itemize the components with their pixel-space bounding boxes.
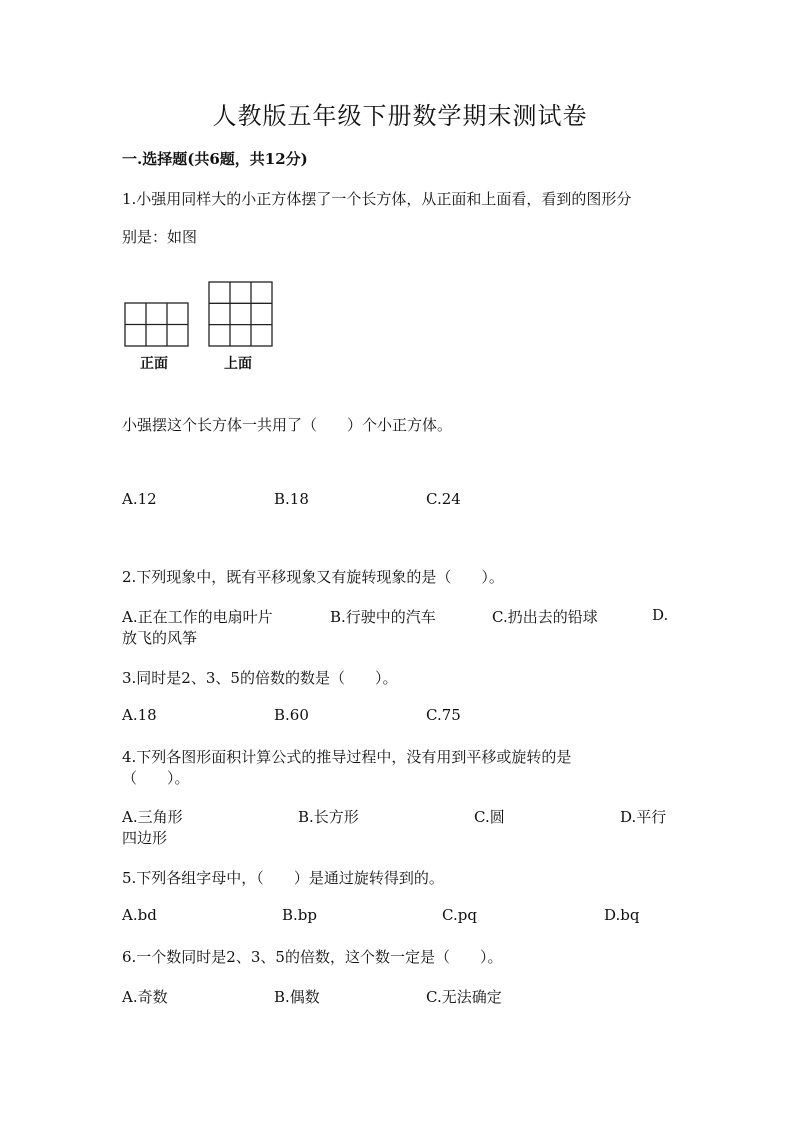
q3-option-a: A.18 [122,706,157,724]
q2-option-a: A.正在工作的电扇叶片 [122,608,273,626]
q4-option-d: D.平行 [620,808,667,826]
q2-option-d-wrap: 放飞的风筝 [122,629,198,647]
q1-option-b: B.18 [274,490,309,508]
q5-option-c: C.pq [442,906,477,924]
q6-stem: 6.一个数同时是2、3、5的倍数，这个数一定是（ ）。 [122,948,503,966]
q4-stem-line2: （ ）。 [122,769,190,787]
page-title: 人教版五年级下册数学期末测试卷 [212,102,588,130]
q5-stem: 5.下列各组字母中，（ ）是通过旋转得到的。 [122,869,444,887]
top-view-label: 上面 [224,356,252,372]
q1-question: 小强摆这个长方体一共用了（ ）个小正方体。 [122,416,453,434]
q4-option-b: B.长方形 [298,808,359,826]
top-view-grid [208,281,274,348]
section-heading: 一.选择题(共6题，共12分) [122,150,308,168]
front-view-figure [124,302,190,352]
q2-stem: 2.下列现象中，既有平移现象又有旋转现象的是（ ）。 [122,568,504,586]
q1-option-a: A.12 [122,490,157,508]
q6-option-b: B.偶数 [274,988,320,1006]
q2-option-b: B.行驶中的汽车 [330,608,436,626]
q5-option-a: A.bd [122,906,157,924]
q6-option-c: C.无法确定 [426,988,502,1006]
q4-option-d-wrap: 四边形 [122,829,168,847]
q1-stem-line1: 1.小强用同样大的小正方体摆了一个长方体，从正面和上面看，看到的图形分 [122,190,632,208]
q3-stem: 3.同时是2、3、5的倍数的数是（ ）。 [122,669,398,687]
q6-option-a: A.奇数 [122,988,168,1006]
q5-option-d: D.bq [604,906,640,924]
q1-stem-line2: 别是：如图 [122,228,198,246]
front-view-label: 正面 [140,356,168,372]
q1-option-c: C.24 [426,490,461,508]
q5-option-b: B.bp [282,906,317,924]
q3-option-c: C.75 [426,706,461,724]
q2-option-d: D. [652,606,669,624]
q4-stem-line1: 4.下列各图形面积计算公式的推导过程中，没有用到平移或旋转的是 [122,748,572,766]
front-view-grid [124,302,190,348]
top-view-figure [208,281,274,352]
q3-option-b: B.60 [274,706,309,724]
q2-option-c: C.扔出去的铅球 [492,608,598,626]
q4-option-c: C.圆 [474,808,505,826]
q4-option-a: A.三角形 [122,808,183,826]
